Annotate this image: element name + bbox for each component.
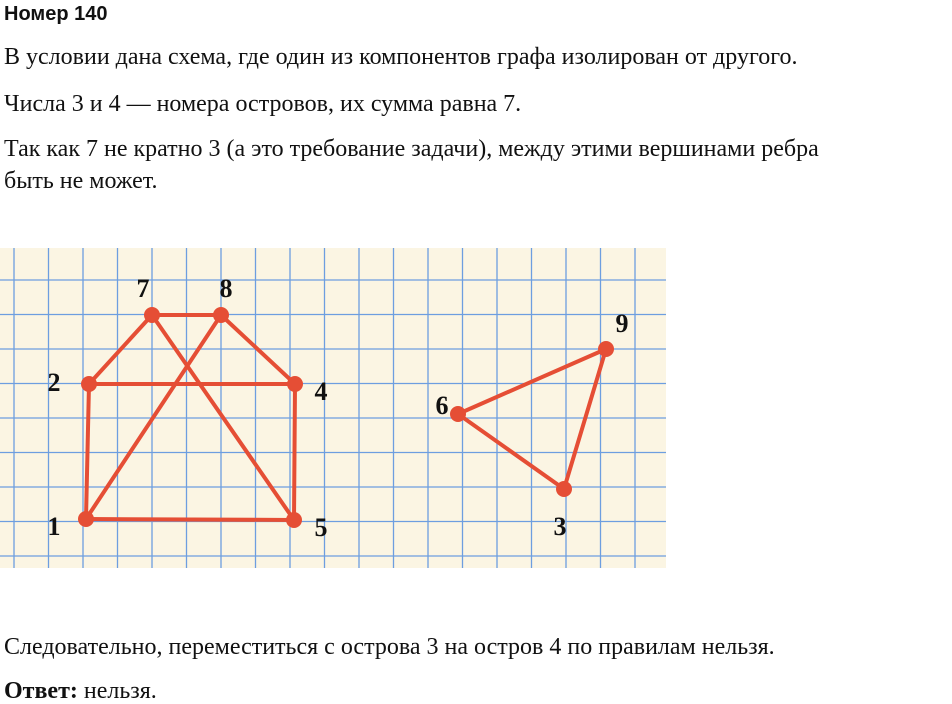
- problem-number: Номер 140: [4, 3, 108, 25]
- vertex-6: [450, 406, 466, 422]
- vertex-label-3: 3: [553, 511, 567, 541]
- edge-2-1: [86, 384, 89, 519]
- paragraph-islands: Числа 3 и 4 — номера островов, их сумма равна 7.: [4, 91, 522, 117]
- paragraph-reason-line2: быть не может.: [4, 168, 158, 194]
- paragraph-condition: В условии дана схема, где один из компонентов графа изолирован от другого.: [4, 44, 798, 70]
- edge-9-3: [564, 349, 606, 489]
- graph-figure: [0, 248, 666, 568]
- answer-value: нельзя.: [77, 678, 157, 704]
- edge-1-8: [86, 315, 221, 519]
- answer-line: [4, 674, 157, 704]
- vertex-3: [556, 481, 572, 497]
- edge-1-5: [86, 519, 294, 520]
- vertex-2: [81, 376, 97, 392]
- vertex-7: [144, 307, 160, 323]
- vertex-9: [598, 341, 614, 357]
- vertex-4: [287, 376, 303, 392]
- vertex-label-8: 8: [219, 273, 233, 303]
- vertex-1: [78, 511, 94, 527]
- paragraph-reason-line1: Так как 7 не кратно 3 (а это требование задачи), между этими вершинами ребра: [4, 136, 819, 162]
- edge-6-3: [458, 414, 564, 489]
- graph-diagram: [0, 248, 666, 568]
- vertex-label-2: 2: [47, 367, 61, 397]
- vertex-8: [213, 307, 229, 323]
- vertex-label-9: 9: [615, 308, 629, 338]
- vertex-label-1: 1: [47, 511, 61, 541]
- edge-4-5: [294, 384, 295, 520]
- vertex-label-5: 5: [314, 512, 328, 542]
- vertex-label-4: 4: [314, 376, 328, 406]
- paragraph-conclusion: Следовательно, переместиться с острова 3 на остров 4 по правилам нельзя.: [4, 634, 775, 660]
- vertex-label-7: 7: [136, 273, 150, 303]
- vertex-5: [286, 512, 302, 528]
- vertex-label-6: 6: [435, 390, 449, 420]
- answer-label: Ответ:: [4, 678, 78, 704]
